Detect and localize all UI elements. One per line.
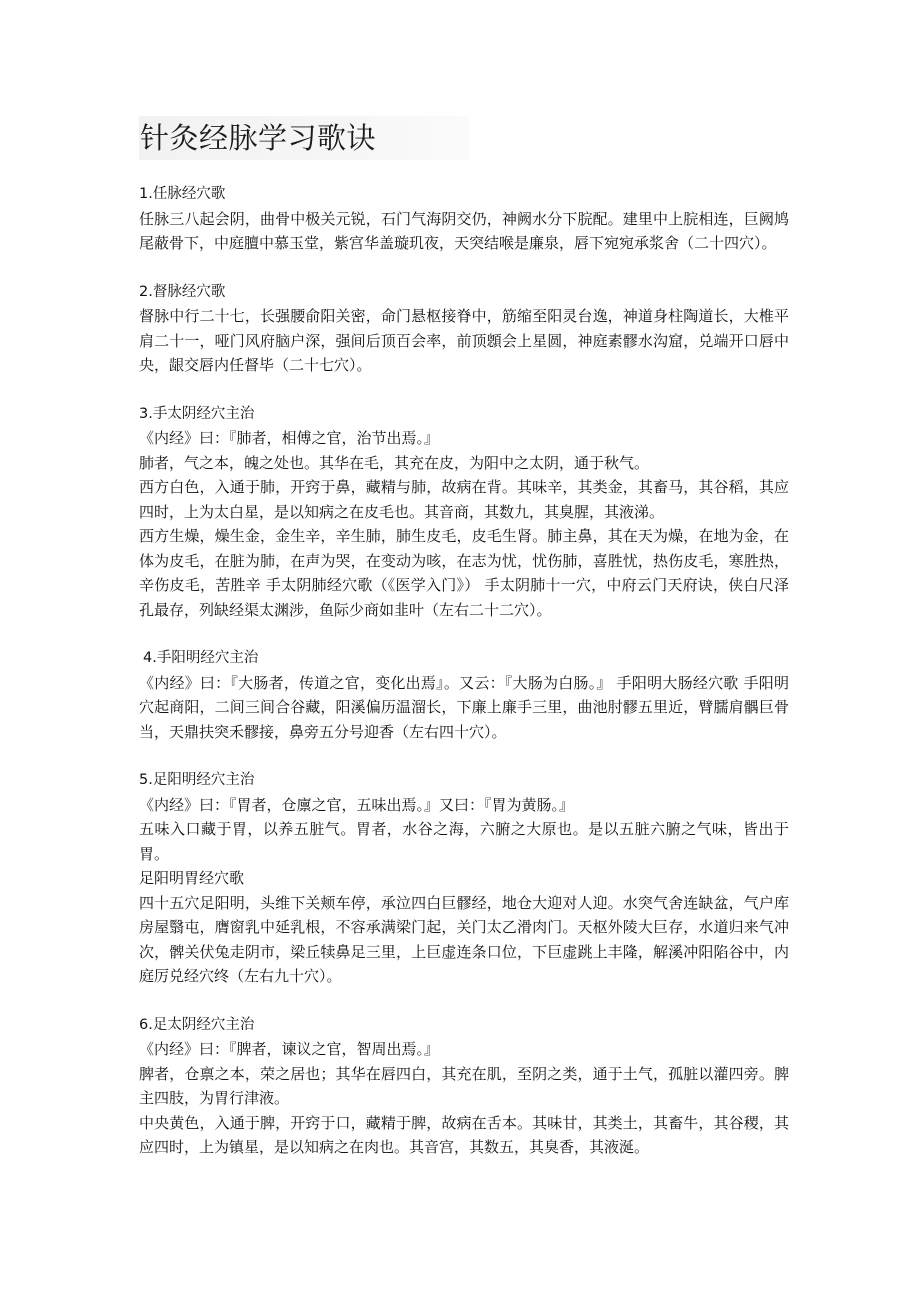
section-paragraph: 《内经》曰：『肺者，相傅之官，治节出焉。』 (139, 429, 440, 447)
section-paragraph: 任脉三八起会阴，曲骨中极关元锐，石门气海阴交仍，神阙水分下脘配。建里中上脘相连，巨阙鸠尾蔽骨下，中庭膻中慕玉堂，紫宫华盖璇玑夜，天突结喉是廉泉，唇下宛宛承浆舍（二十四穴）。 (139, 209, 789, 252)
section-2 (139, 280, 789, 378)
section-paragraph: 脾者，仓禀之本，荣之居也；其华在唇四白，其充在肌，至阴之类，通于土气，孤脏以灌四旁。脾主四肢，为胃行津液。 (139, 1064, 789, 1107)
document-title: 针灸经脉学习歌诀 (140, 121, 377, 155)
section-heading: 2.督脉经穴歌 (139, 283, 226, 300)
section-1 (139, 182, 789, 256)
section-heading: 5.足阳明经穴主治 (139, 772, 255, 788)
section-heading: 3.手太阴经穴主治 (139, 405, 255, 422)
section-paragraph: 四十五穴足阳明，头维下关颊车停，承泣四白巨髎经，地仓大迎对人迎。水突气舍连缺盆，气户库房屋翳屯，膺窗乳中延乳根，不容承满梁门起，关门太乙滑肉门。天枢外陵大巨存，水道归来气冲次，髀关伏兔走阴市，梁丘犊鼻足三里，上巨虚连条口位，下巨虚跳上丰隆，解溪冲阳陷谷中，内庭厉兑经穴终（左右九十穴）。 (139, 893, 789, 985)
section-6 (139, 1013, 789, 1160)
section-heading: 1.任脉经穴歌 (139, 186, 226, 202)
section-paragraph: 五味入口藏于胃，以养五脏气。胃者，水谷之海，六腑之大原也。是以五脏六腑之气味，皆出于胃。 (139, 820, 789, 863)
section-paragraph: 中央黄色，入通于脾，开窍于口，藏精于脾，故病在舌本。其味甘，其类土，其畜牛，其谷稷，其应四时，上为镇星，是以知病之在肉也。其音宫，其数五，其臭香，其液涎。 (139, 1113, 789, 1156)
section-paragraph: 《内经》曰：『胃者，仓廪之官，五味出焉。』又曰：『胃为黄肠。』 (139, 795, 575, 814)
section-paragraph: 西方生燥，燥生金，金生辛，辛生肺，肺生皮毛，皮毛生肾。肺主鼻，其在天为燥，在地为金，在体为皮毛，在脏为肺，在声为哭，在变动为咳，在志为忧，忧伤肺，喜胜忧，热伤皮毛，寒胜热，辛伤皮毛，苦胜辛 手太阴肺经穴歌（《医学入门》） 手太阴肺十一穴，中府云门天府诀，侠白尺泽孔最存，列缺经渠太渊涉，鱼际少商如韭叶（左右二十二穴）。 (139, 527, 789, 619)
section-heading: 4.手阳明经穴主治 (143, 650, 259, 666)
section-3 (139, 402, 789, 623)
section-paragraph: 肺者，气之本，魄之处也。其华在毛，其充在皮，为阳中之太阴，通于秋气。 (139, 453, 650, 472)
section-paragraph: 督脉中行二十七，长强腰俞阳关密，命门悬枢接脊中，筋缩至阳灵台逸，神道身柱陶道长，大椎平肩二十一，哑门风府脑户深，强间后顶百会率，前顶顖会上星圆，神庭素髎水沟窟，兑端开口唇中央，龈交唇内任督毕（二十七穴）。 (139, 307, 789, 374)
section-paragraph: 《内经》曰：『脾者，谏议之官，智周出焉。』 (139, 1040, 440, 1058)
section-heading: 6.足太阴经穴主治 (139, 1016, 255, 1033)
section-paragraph: 西方白色，入通于肺，开窍于鼻，藏精与肺，故病在背。其味辛，其类金，其畜马，其谷稻，其应四时，上为太白星，是以知病之在皮毛也。其音商，其数九，其臭腥，其液涕。 (139, 478, 789, 521)
section-subheading: 足阳明胃经穴歌 (139, 869, 245, 887)
section-paragraph: 《内经》曰：『大肠者，传道之官，变化出焉』。又云：『大肠为白肠。』 手阳明大肠经穴歌 手阳明穴起商阳，二间三间合谷藏，阳溪偏历温溜长，下廉上廉手三里，曲池肘髎五里近，臂臑肩髃巨骨当，天鼎扶突禾髎接，鼻旁五分号迎香（左右四十穴）。 (139, 673, 789, 741)
document-body (139, 182, 789, 1184)
section-4 (139, 646, 789, 744)
section-5 (139, 768, 789, 989)
